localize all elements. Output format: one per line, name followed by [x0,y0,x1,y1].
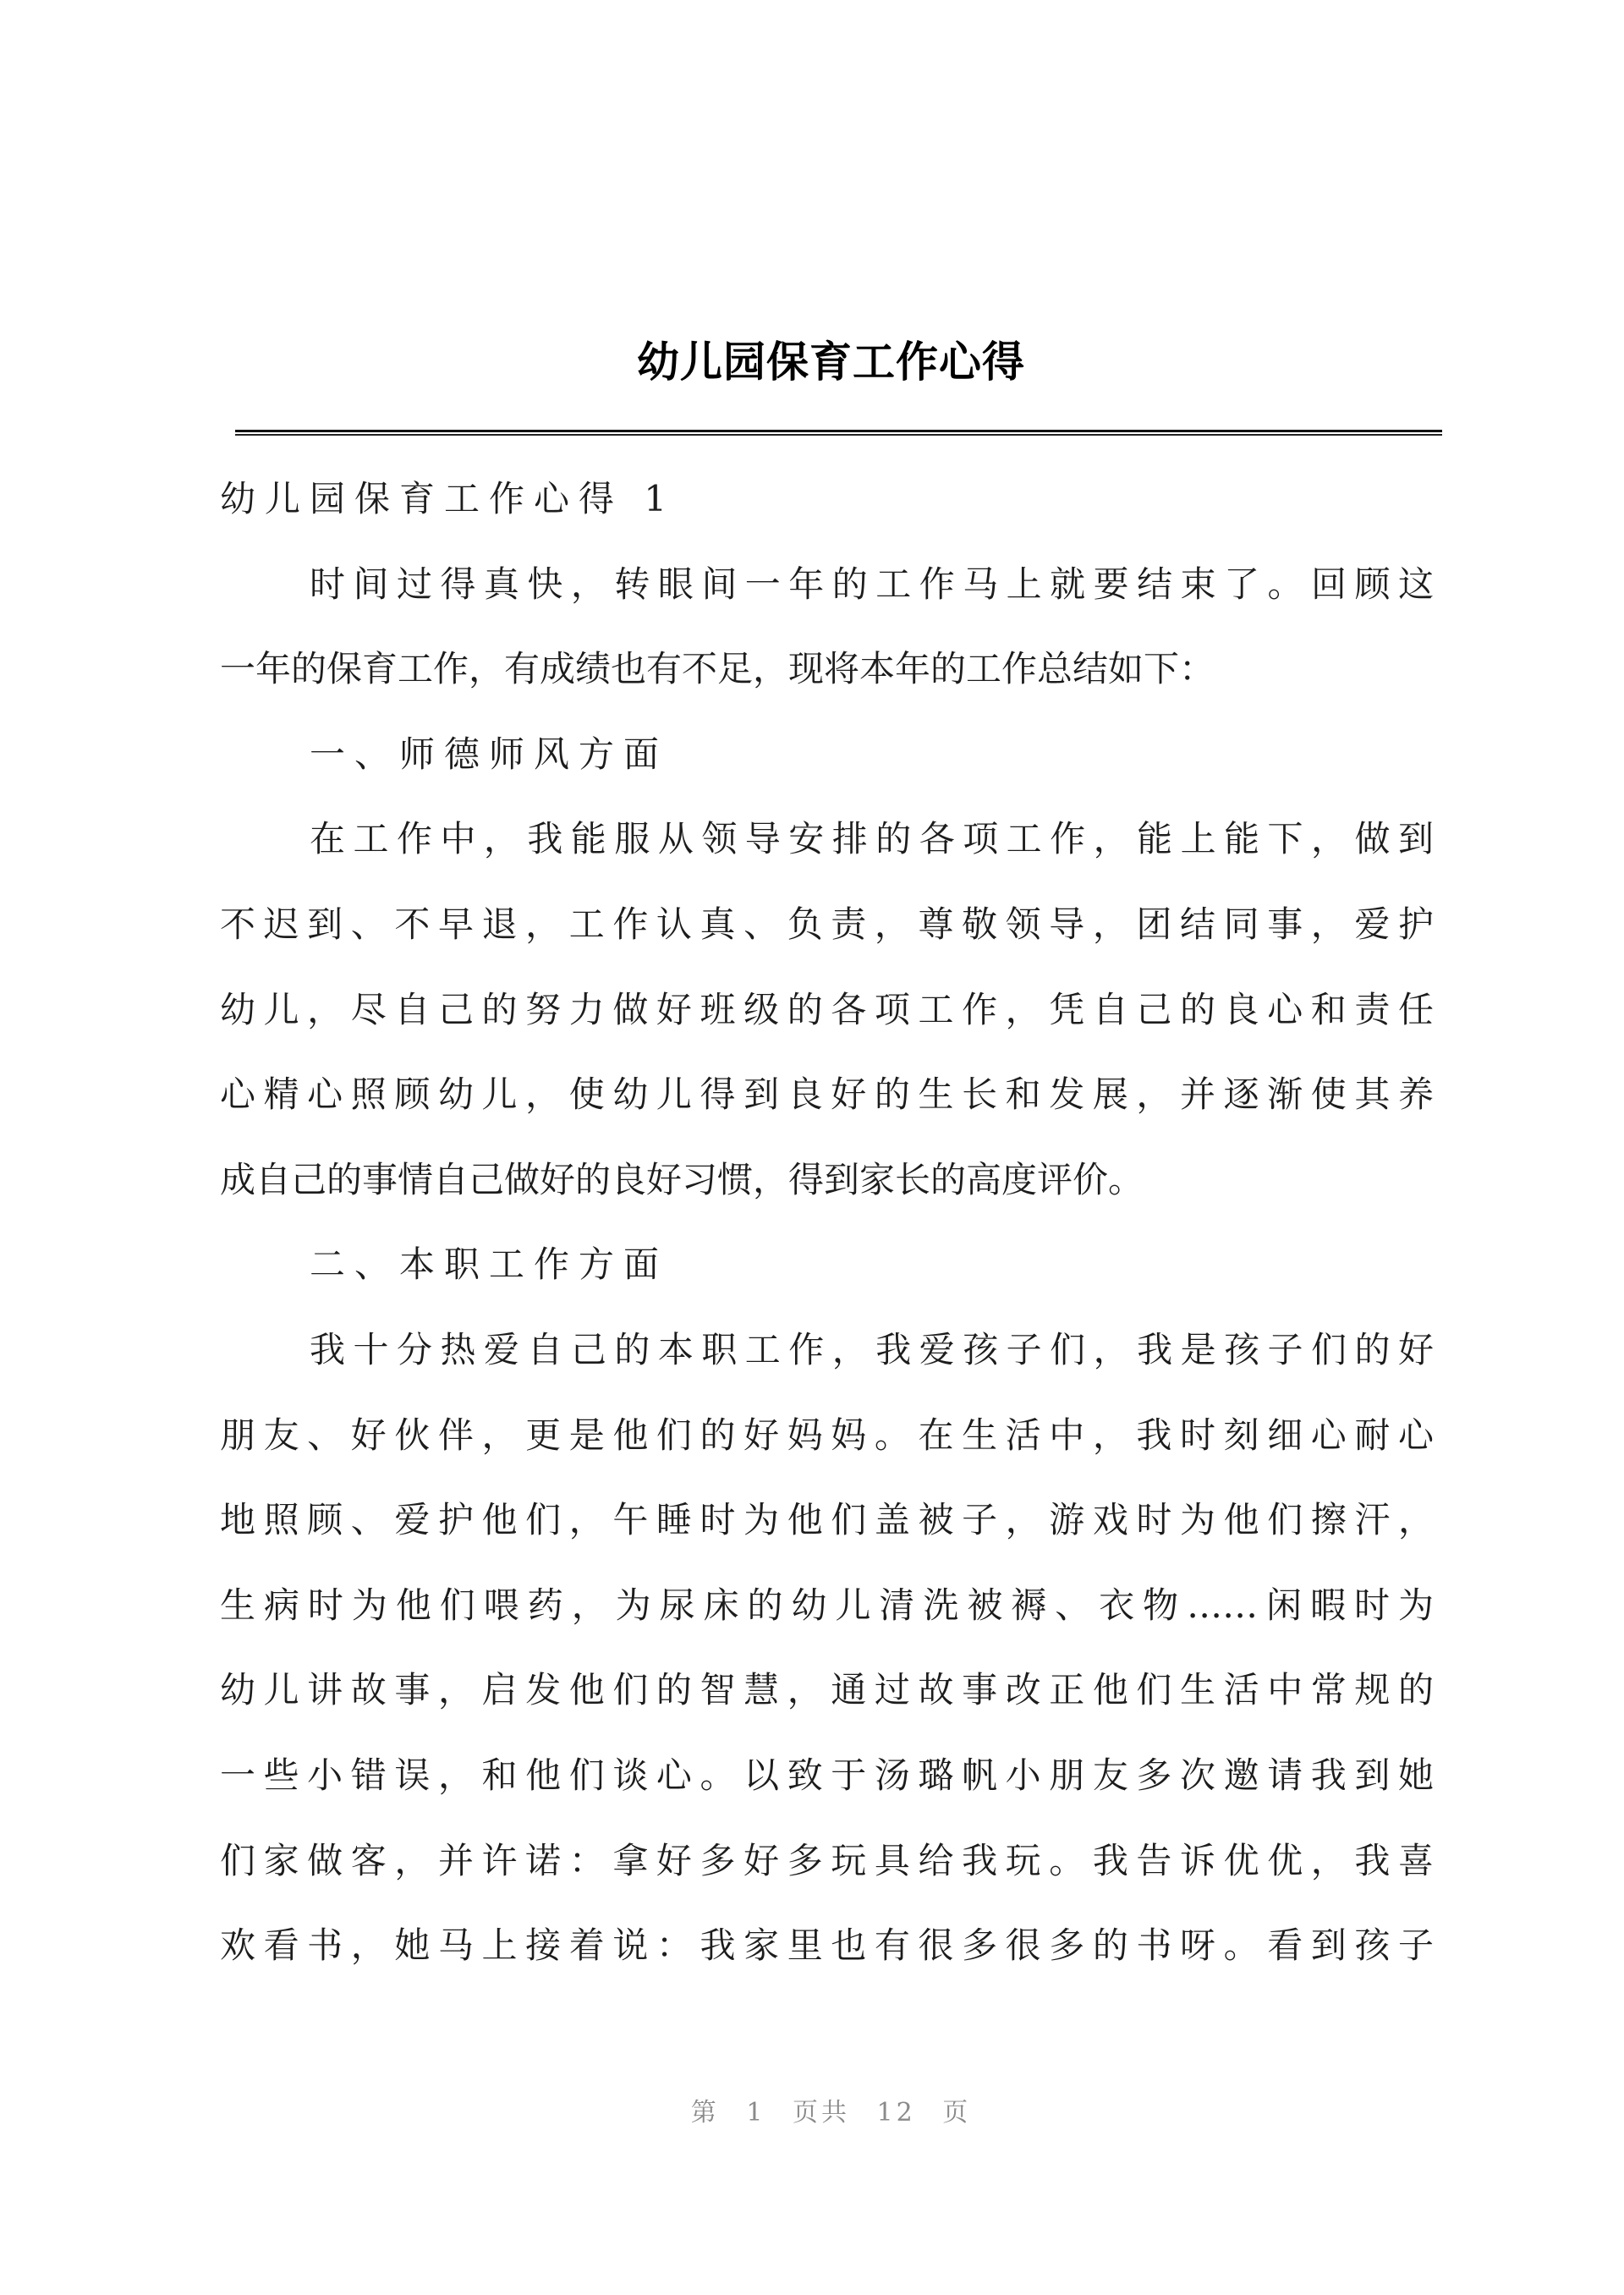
page-number-footer [643,2096,1019,2130]
paragraph-line: 朋友、好伙伴，更是他们的好妈妈。在生活中，我时刻细心耐心 [220,1414,1434,1456]
paragraph-line: 一年的保育工作，有成绩也有不足，现将本年的工作总结如下： [220,648,1215,690]
total-pages-number: 12 [876,2098,916,2128]
paragraph-line: 们家做客，并许诺：拿好多好多玩具给我玩。我告诉优优，我喜 [220,1839,1434,1881]
paragraph-line: 成自己的事情自己做好的良好习惯，得到家长的高度评价。 [220,1158,1144,1200]
paragraph-line: 在工作中，我能服从领导安排的各项工作，能上能下，做到 [310,818,1434,860]
section-heading: 幼儿园保育工作心得 1 [220,478,677,519]
current-page-number: 1 [746,2098,766,2128]
paragraph-line: 不迟到、不早退，工作认真、负责，尊敬领导，团结同事，爱护 [220,903,1434,945]
paragraph-line: 时间过得真快，转眼间一年的工作马上就要结束了。回顾这 [310,563,1434,605]
paragraph-line: 幼儿，尽自己的努力做好班级的各项工作，凭自己的良心和责任 [220,988,1434,1030]
rule-thick-line [235,430,1442,432]
document-title: 幼儿园保育工作心得 [637,338,1025,387]
footer-mid: 页共 [792,2098,850,2128]
title-double-rule [235,430,1442,436]
document-body [220,475,1434,2007]
subheading-job-duties: 二、本职工作方面 [310,1244,669,1286]
paragraph-line: 欢看书，她马上接着说：我家里也有很多很多的书呀。看到孩子 [220,1924,1434,1967]
paragraph-line: 幼儿讲故事，启发他们的智慧，通过故事改正他们生活中常规的 [220,1669,1434,1711]
footer-suffix: 页 [942,2098,972,2128]
subheading-teacher-ethics: 一、师德师风方面 [310,733,669,775]
paragraph-line: 地照顾、爱护他们，午睡时为他们盖被子，游戏时为他们擦汗， [220,1499,1434,1541]
rule-thin-line [235,434,1442,436]
footer-prefix: 第 [690,2098,720,2128]
paragraph-line: 一些小错误，和他们谈心。以致于汤璐帆小朋友多次邀请我到她 [220,1754,1434,1796]
paragraph-line: 我十分热爱自己的本职工作，我爱孩子们，我是孩子们的好 [310,1328,1434,1370]
paragraph-line: 生病时为他们喂药，为尿床的幼儿清洗被褥、衣物……闲暇时为 [220,1584,1434,1626]
paragraph-line: 心精心照顾幼儿，使幼儿得到良好的生长和发展，并逐渐使其养 [220,1073,1434,1116]
